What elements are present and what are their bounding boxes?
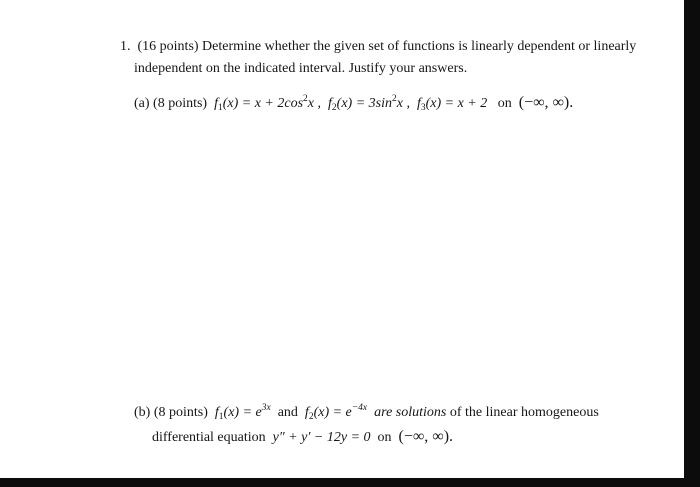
part-b-interval: (−∞, ∞). (398, 428, 454, 445)
part-b-line2 (152, 428, 453, 447)
part-b-f2: $f_2(x) = e^{-4x}$ (304, 403, 368, 422)
part-b-and: and (277, 405, 298, 420)
screen-edge-bottom (0, 478, 700, 487)
part-b-line2-text: differential equation (152, 430, 266, 445)
part-a-on: on (497, 96, 512, 111)
part-a-f2: $f_2(x) = 3\sin^2x$ , (328, 94, 410, 113)
part-a (134, 94, 573, 113)
problem-statement-line2: independent on the indicated interval. Justify your answers. (134, 61, 468, 76)
part-b-line1 (134, 404, 599, 422)
part-a-f1: $f_1(x) = x + 2\cos^2x$ , (214, 94, 322, 113)
part-b-phrase-rest: of the linear homogeneous (449, 405, 599, 420)
part-b-f1: $f_1(x) = e^{3x}$ (214, 403, 271, 422)
screen-edge-right (684, 0, 700, 487)
part-a-f3: $f_3(x) = x + 2$ (416, 96, 488, 113)
part-a-interval: (−∞, ∞). (518, 94, 574, 111)
part-b-label: (b) (8 points) (134, 405, 208, 420)
part-b-on: on (377, 430, 392, 445)
part-a-label: (a) (8 points) (134, 96, 208, 111)
problem-header-line2 (134, 60, 467, 78)
problem-statement-line1: (16 points) Determine whether the given set of functions is linearly dependent or linearly (137, 39, 637, 54)
part-b-equation: y″ + y′ − 12y = 0 (272, 430, 371, 445)
problem-header-line1 (120, 38, 636, 56)
problem-number: 1. (120, 39, 131, 54)
part-b-phrase-italic: are solutions (374, 405, 447, 420)
